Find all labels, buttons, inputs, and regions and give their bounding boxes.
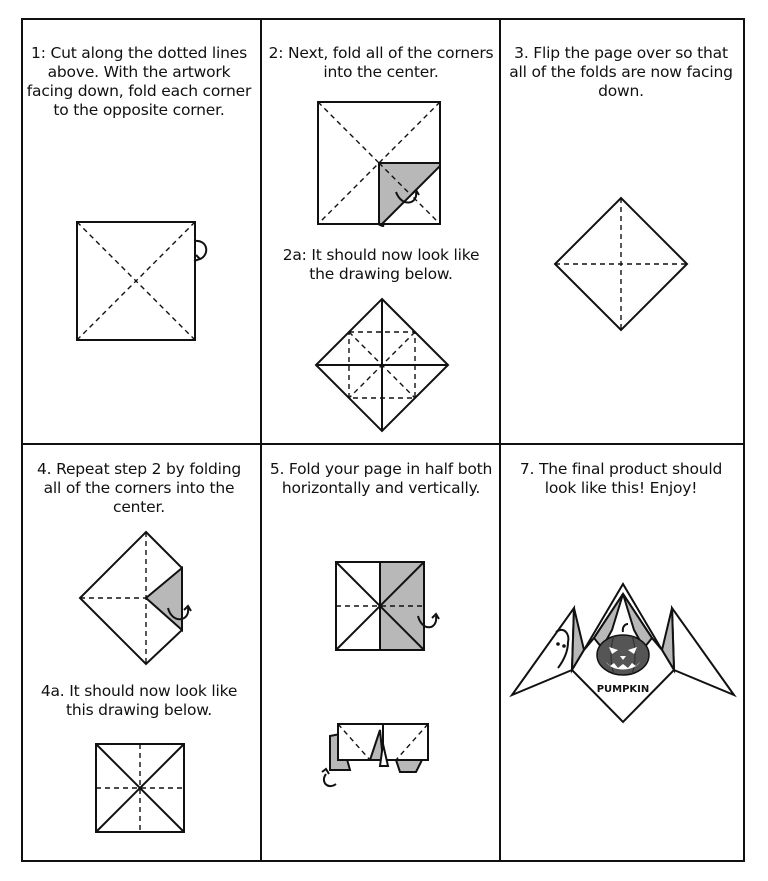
pumpkin-label: PUMPKIN [596, 684, 650, 695]
step-2-caption: 2: Next, fold all of the corners into the center. [268, 44, 494, 81]
step-2-diagram [316, 100, 451, 230]
step-1-caption: 1: Cut along the dotted lines above. With the artwork facing down, fold each corner to the opposite corner. [26, 44, 252, 119]
step-2a-caption: 2a: It should now look like the drawing below. [282, 246, 480, 283]
step-4a-caption: 4a. It should now look like this drawing below. [40, 682, 238, 719]
step-4-caption: 4. Repeat step 2 by folding all of the corners into the center. [36, 460, 242, 516]
step-7-caption: 7. The final product should look like this! Enjoy! [519, 460, 723, 497]
step-3-caption: 3. Flip the page over so that all of the folds are now facing down. [509, 44, 733, 100]
column-divider-1 [260, 20, 262, 860]
step-4a-diagram [94, 742, 186, 834]
column-divider-2 [499, 20, 501, 860]
step-3-diagram [553, 196, 689, 332]
step-5-diagram [334, 560, 444, 655]
step-2a-diagram [314, 297, 450, 433]
step-1-diagram [70, 215, 220, 345]
step-5-caption: 5. Fold your page in half both horizontally and vertically. [269, 460, 493, 497]
row-divider [23, 443, 743, 445]
final-product-diagram [512, 580, 734, 728]
step-5b-diagram [316, 722, 436, 792]
step-4-diagram [78, 530, 218, 666]
